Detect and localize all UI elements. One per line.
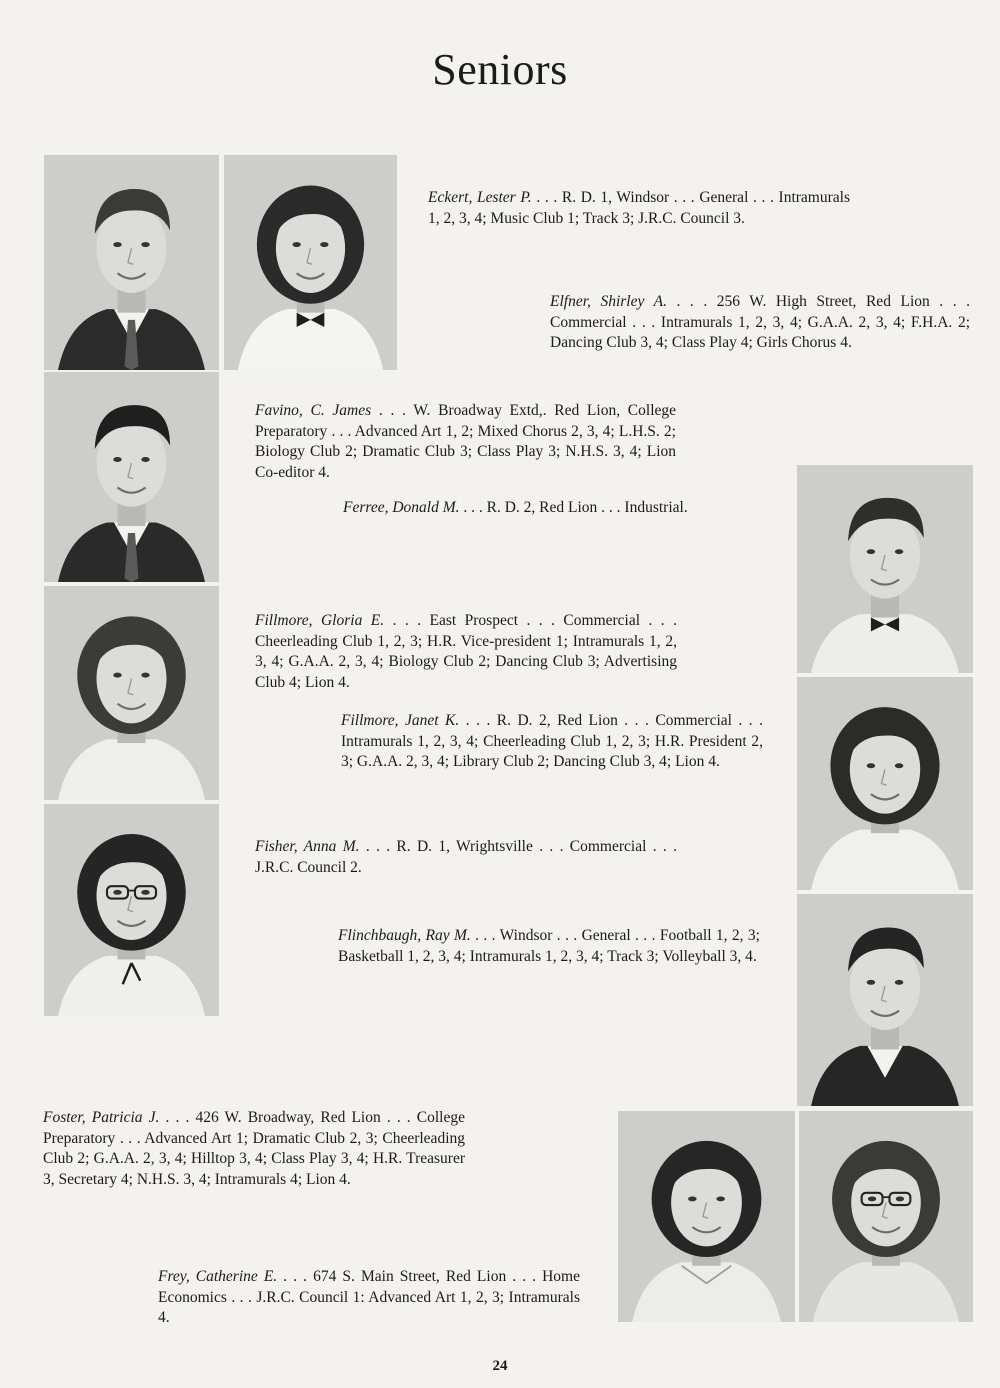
portrait-image (44, 155, 219, 370)
photo-eckert-lester (44, 155, 219, 370)
portrait-image (797, 465, 973, 673)
portrait-image (618, 1111, 795, 1322)
student-name: Favino, C. James (255, 402, 372, 419)
photo-fillmore-gloria (44, 586, 219, 800)
portrait-image (44, 586, 219, 800)
student-details: . . . 674 S. Main Street, Red Lion . . . Home Economics . . . J.R.C. Council 1: Advanced Art 1, 2, 3; Intramurals 4. (158, 1268, 580, 1326)
entry-ferree-donald (343, 498, 783, 519)
student-name: Ferree, Donald M. (343, 499, 460, 516)
student-name: Flinchbaugh, Ray M. (338, 927, 471, 944)
student-name: Elfner, Shirley A. (550, 293, 667, 310)
student-name: Fisher, Anna M. (255, 838, 360, 855)
entry-frey-catherine (158, 1267, 580, 1329)
page-title: Seniors (432, 45, 568, 94)
photo-flinchbaugh-ray (797, 894, 973, 1106)
student-name: Eckert, Lester P. (428, 189, 532, 206)
photo-ferree-donald (797, 465, 973, 673)
photo-frey-catherine (799, 1111, 973, 1322)
portrait-image (797, 677, 973, 890)
student-details: . . . R. D. 2, Red Lion . . . Industrial. (459, 499, 688, 516)
entry-elfner-shirley (550, 292, 970, 354)
portrait-image (224, 155, 397, 370)
student-details: . . . W. Broadway Extd,. Red Lion, College Preparatory . . . Advanced Art 1, 2; Mixed Chorus 2, 3, 4; L.H.S. 2; Biology Club 2; Dramatic Club 3; Class Play 3; N.H.S. 3, 4; Lion Co-editor 4. (255, 402, 677, 481)
photo-favino-james (44, 372, 219, 582)
student-name: Frey, Catherine E. (158, 1268, 278, 1285)
portrait-image (797, 894, 973, 1106)
student-details: . . . 256 W. High Street, Red Lion . . . Commercial . . . Intramurals 1, 2, 3, 4; G.A.A. 2, 3, 4; F.H.A. 2; Dancing Club 3, 4; Class Play 4; Girls Chorus 4. (550, 293, 970, 351)
entry-fisher-anna (255, 837, 677, 878)
photo-elfner-shirley (224, 155, 397, 370)
page-number: 24 (492, 1358, 508, 1374)
student-details: . . . R. D. 2, Red Lion . . . Commercial . . . Intramurals 1, 2, 3, 4; Cheerleading Club 1, 2, 3; H.R. President 2, 3; G.A.A. 2, 3, 4; Library Club 2; Dancing Club 3, 4; Lion 4. (341, 712, 764, 770)
entry-favino-james (255, 401, 676, 483)
photo-fisher-anna (44, 804, 219, 1016)
entry-flinchbaugh-ray (338, 926, 760, 967)
entry-fillmore-janet (341, 711, 763, 773)
student-name: Fillmore, Gloria E. (255, 612, 385, 629)
entry-eckert-lester (428, 188, 850, 229)
student-details: . . . 426 W. Broadway, Red Lion . . . College Preparatory . . . Advanced Art 1; Dramatic Club 2, 3; Cheerleading Club 2; G.A.A. 2, 3, 4; Hilltop 3, 4; Class Play 3, 4; H.R. Treasurer 3, Secretary 4; N.H.S. 3, 4; Intramurals 4; Lion 4. (43, 1109, 465, 1188)
student-name: Fillmore, Janet K. (341, 712, 460, 729)
student-details: . . . Windsor . . . General . . . Football 1, 2, 3; Basketball 1, 2, 3, 4; Intramurals 1, 2, 3, 4; Track 3; Volleyball 3, 4. (338, 927, 760, 965)
portrait-image (799, 1111, 973, 1322)
photo-fillmore-janet (797, 677, 973, 890)
student-details: . . . R. D. 1, Wrightsville . . . Commercial . . . J.R.C. Council 2. (255, 838, 677, 876)
entry-foster-patricia (43, 1108, 465, 1190)
student-name: Foster, Patricia J. (43, 1109, 160, 1126)
entry-fillmore-gloria (255, 611, 677, 693)
portrait-image (44, 372, 219, 582)
portrait-image (44, 804, 219, 1016)
photo-foster-patricia (618, 1111, 795, 1322)
student-details: . . . East Prospect . . . Commercial . . . Cheerleading Club 1, 2, 3; H.R. Vice-president 1; Intramurals 1, 2, 3, 4; G.A.A. 2, 3, 4; Biology Club 2; Dancing Club 3; Advertising Club 4; Lion 4. (255, 612, 677, 691)
student-details: . . . R. D. 1, Windsor . . . General . . . Intramurals 1, 2, 3, 4; Music Club 1; Track 3; J.R.C. Council 3. (428, 189, 850, 227)
